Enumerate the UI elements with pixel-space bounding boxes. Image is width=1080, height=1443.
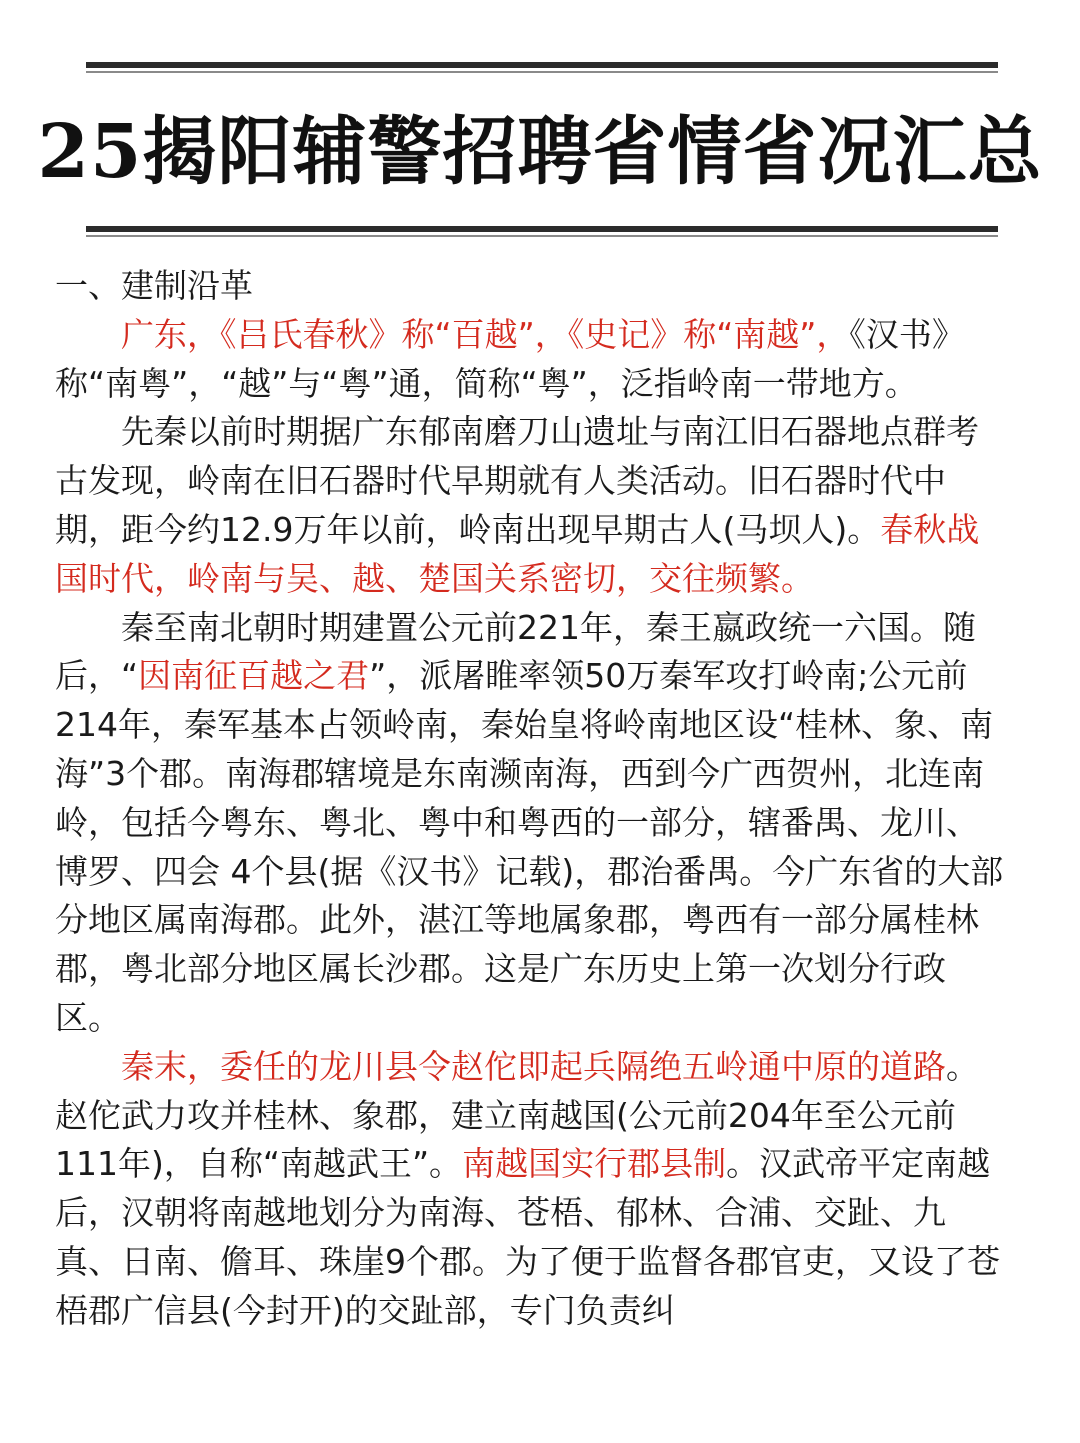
paragraph-4 bbox=[55, 1043, 1005, 1336]
paragraph-3-highlight: 因南征百越之君 bbox=[138, 656, 370, 696]
paragraph-1-text: 《汉书》称“南粤”，“越”与“粤”通，简称“粤”，泛指岭南一带地方。 bbox=[55, 314, 965, 403]
paragraph-3-text-a: 秦至南北朝时期建置公元前221年，秦王嬴政统一六国。随后，“ bbox=[55, 607, 976, 696]
page-title: 25揭阳辅警招聘省情省况汇总 bbox=[37, 109, 1043, 195]
paragraph-2-highlight: 春秋战国时代，岭南与吴、越、楚国关系密切，交往频繁。 bbox=[55, 509, 980, 598]
paragraph-2-text: 先秦以前时期据广东郁南磨刀山遗址与南江旧石器地点群考古发现，岭南在旧石器时代早期就有人类活动。旧石器时代中期，距今约12.9万年以前，岭南出现早期古人(马坝人)。 bbox=[55, 412, 979, 549]
paragraph-2 bbox=[55, 408, 1005, 603]
top-divider-thin-line bbox=[86, 71, 998, 73]
paragraph-4-text-a: 。赵佗武力攻并桂林、象郡，建立南越国(公元前204年至公元前111年)，自称“南越武王”。 bbox=[55, 1046, 979, 1184]
paragraph-3 bbox=[55, 604, 1005, 1043]
paragraph-3-text-b: ”，派屠睢率领50万秦军攻打岭南;公元前214年，秦军基本占领岭南，秦始皇将岭南地区设“桂林、象、南海”3个郡。南海郡辖境是东南濒南海，西到今广西贺州，北连南岭，包括今粤东、粤北、粤中和粤西的一部分，辖番禺、龙川、博罗、四会 4个县(据《汉书》记载)，郡治番禺。今广东省的大部分地区属南海郡。此外，湛江等地属象郡，粤西有一部分属桂林郡，粤北部分地区属长沙郡。这是广东历史上第一次划分行政区。 bbox=[55, 656, 1004, 1037]
paragraph-1-highlight: 广东，《吕氏春秋》称“百越”，《史记》称“南越”， bbox=[121, 314, 850, 354]
top-divider-thick-line bbox=[86, 62, 998, 68]
section-heading: 一、建制沿革 bbox=[55, 266, 253, 305]
article-body bbox=[55, 262, 1005, 1336]
top-divider bbox=[86, 62, 998, 74]
paragraph-1 bbox=[55, 311, 1005, 409]
paragraph-4-highlight-1: 秦末，委任的龙川县令赵佗即起兵隔绝五岭通中原的道路 bbox=[121, 1046, 946, 1086]
bottom-divider-thin-line bbox=[86, 235, 998, 237]
bottom-divider bbox=[86, 226, 998, 238]
paragraph-4-highlight-2: 南越国实行郡县制 bbox=[462, 1144, 727, 1184]
bottom-divider-thick-line bbox=[86, 226, 998, 232]
paragraph-4-text-b: 。汉武帝平定南越后，汉朝将南越地划分为南海、苍梧、郁林、合浦、交趾、九真、日南、儋耳、珠崖9个郡。为了便于监督各郡官吏，又设了苍梧郡广信县(今封开)的交趾部，专门负责纠 bbox=[55, 1144, 1000, 1330]
